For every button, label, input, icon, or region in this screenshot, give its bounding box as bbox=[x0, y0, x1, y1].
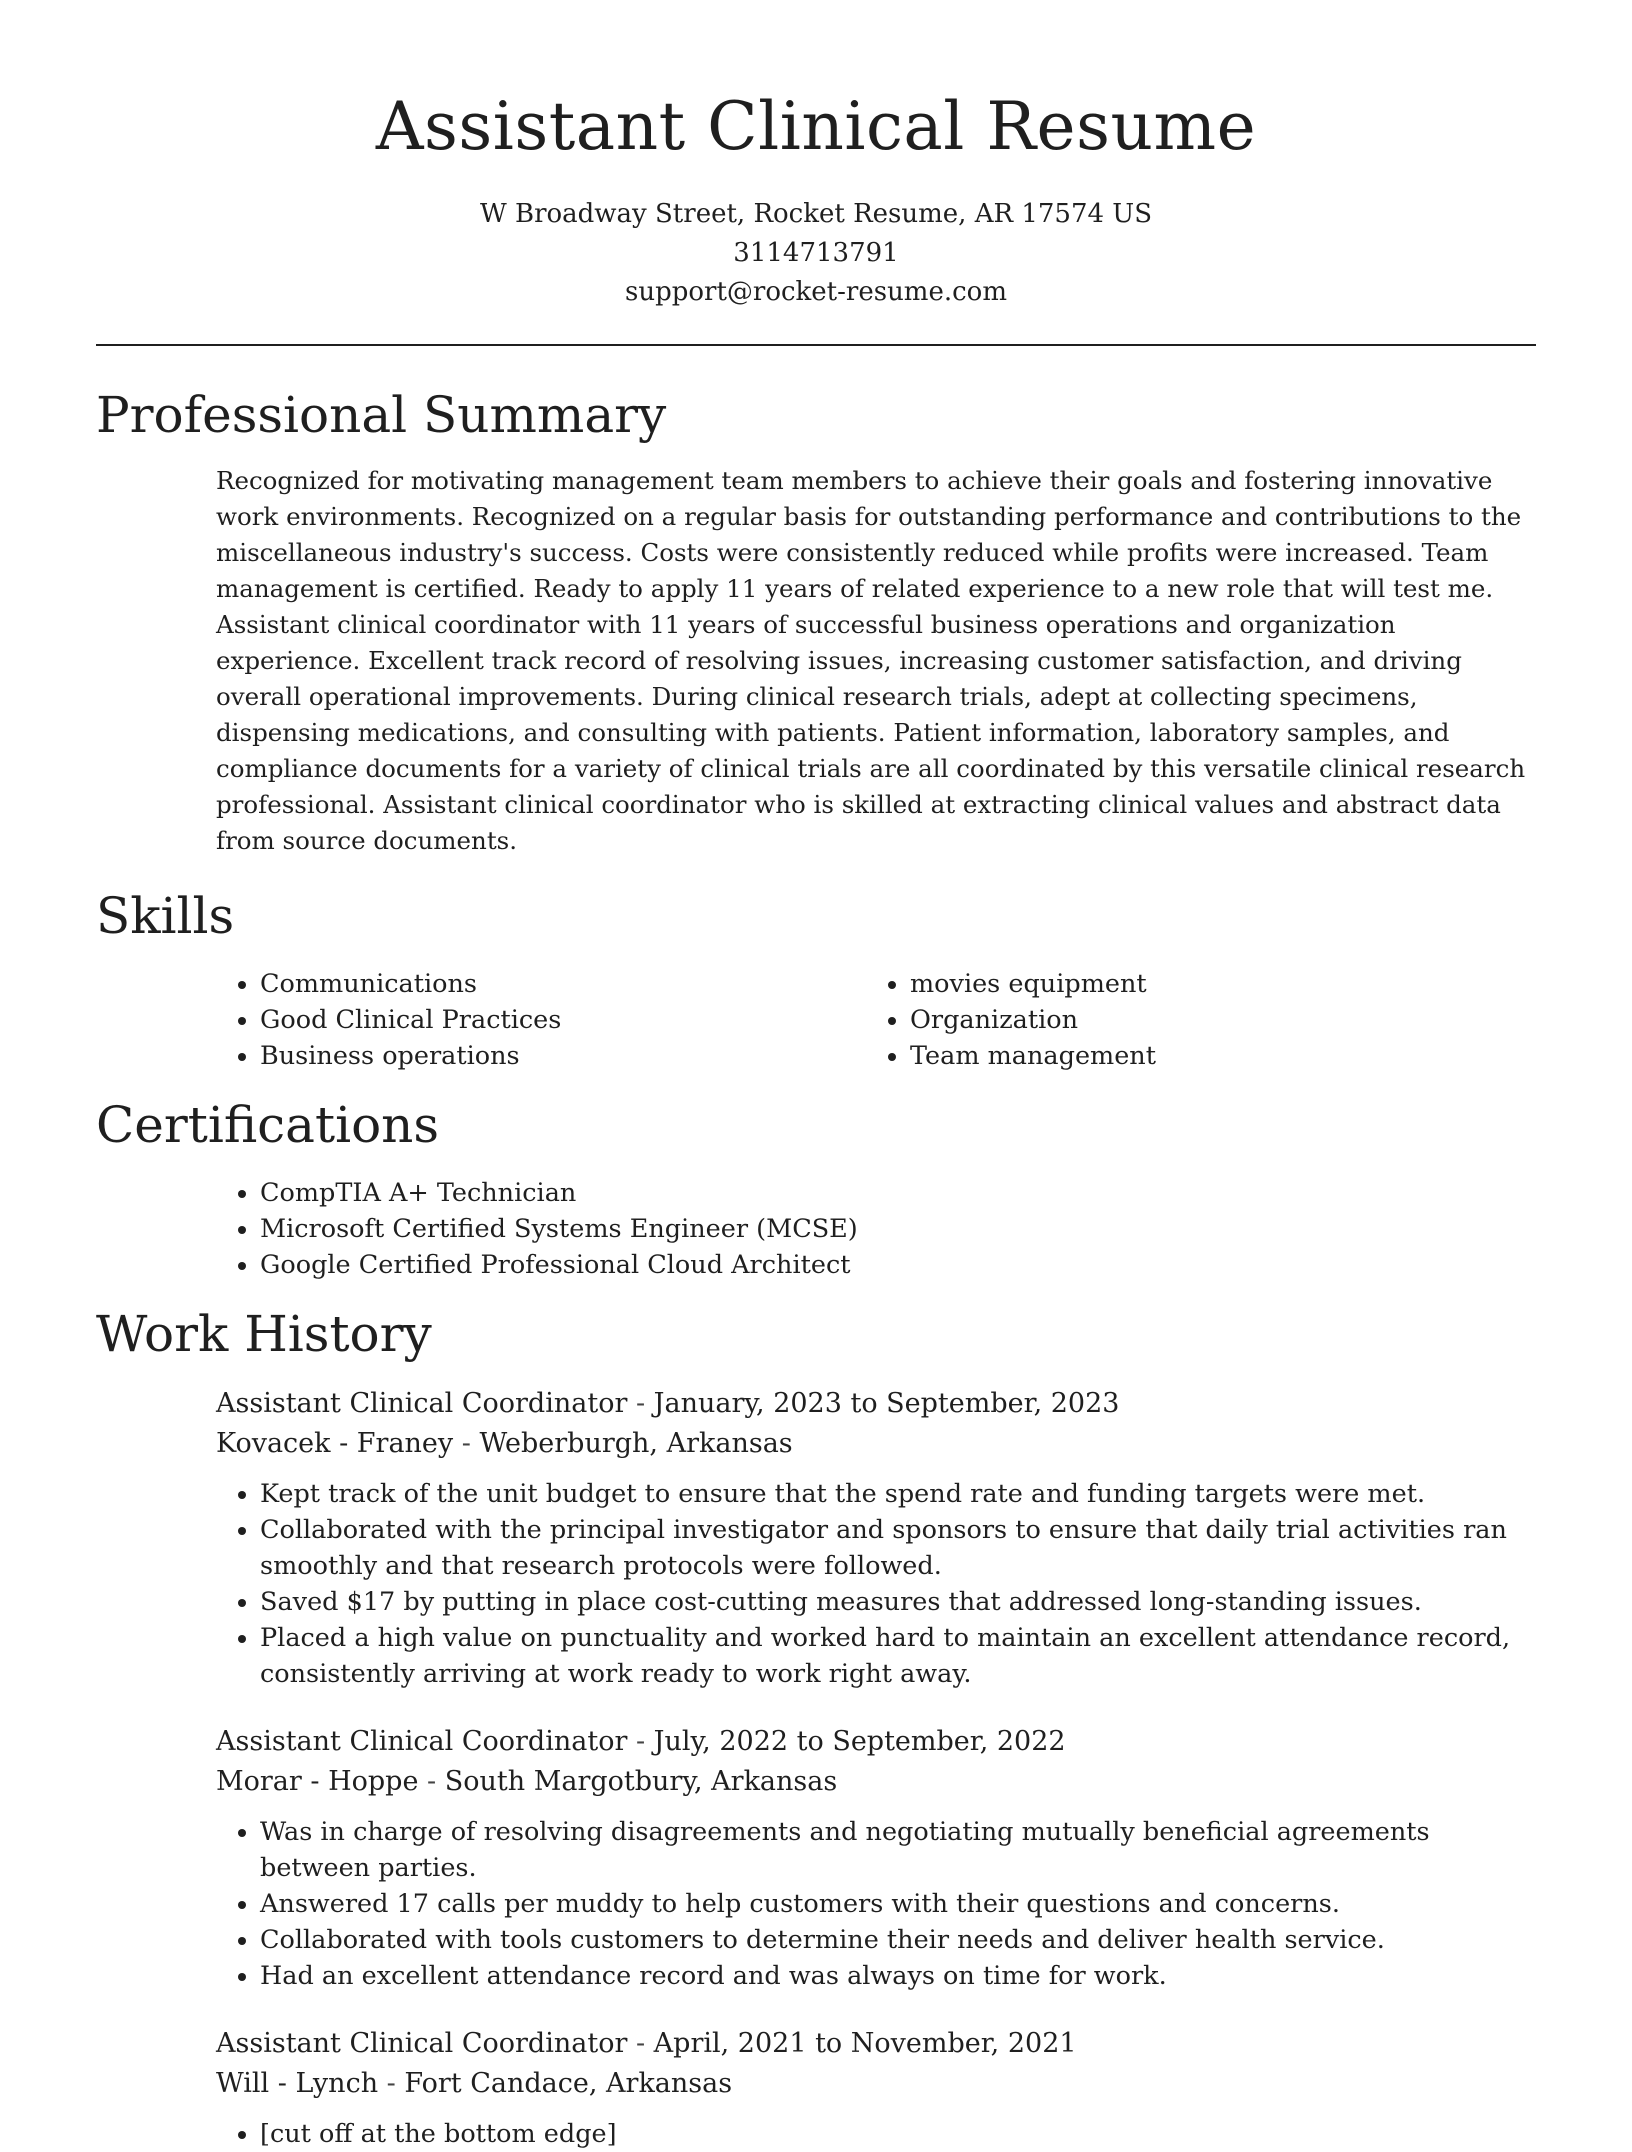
skills-list bbox=[216, 966, 1536, 1074]
job-location: Fort Candace, Arkansas bbox=[404, 2068, 733, 2099]
job-entry bbox=[216, 2024, 1536, 2152]
job-company: Kovacek - Franey bbox=[216, 1428, 454, 1459]
certification-item: • CompTIA A+ Technician bbox=[260, 1175, 1536, 1211]
job-company: Will - Lynch bbox=[216, 2068, 379, 2099]
separator: - bbox=[627, 1726, 654, 1757]
contact-block bbox=[96, 195, 1536, 312]
skills-column-right bbox=[866, 966, 1516, 1074]
section-title-work-history: Work History bbox=[96, 1305, 432, 1363]
job-duty-item: • Saved $17 by putting in place cost-cutting measures that addressed long-standing issues. bbox=[260, 1584, 1536, 1620]
section-title-summary: Professional Summary bbox=[96, 386, 667, 444]
job-duty-item: • Placed a high value on punctuality and worked hard to maintain an excellent attendance record, consistently arriving at work ready to work right away. bbox=[260, 1620, 1536, 1692]
resume-page bbox=[96, 0, 1536, 2152]
separator: - bbox=[627, 2028, 654, 2059]
separator: - bbox=[418, 1766, 445, 1797]
job-role: Assistant Clinical Coordinator bbox=[216, 1726, 628, 1757]
job-duties bbox=[216, 1476, 1536, 1692]
job-duty-item: • Kept track of the unit budget to ensure that the spend rate and funding targets were met. bbox=[260, 1476, 1536, 1512]
separator: - bbox=[627, 1388, 654, 1419]
job-role: Assistant Clinical Coordinator bbox=[216, 2028, 628, 2059]
section-title-skills: Skills bbox=[96, 887, 235, 945]
contact-address: W Broadway Street, Rocket Resume, AR 17574 US bbox=[479, 199, 1153, 229]
separator: - bbox=[453, 1428, 480, 1459]
job-role: Assistant Clinical Coordinator bbox=[216, 1388, 628, 1419]
job-entry bbox=[216, 1722, 1536, 1994]
job-dates: July, 2022 to September, 2022 bbox=[653, 1726, 1066, 1757]
certification-item: • Microsoft Certified Systems Engineer (MCSE) bbox=[260, 1211, 1536, 1247]
job-location: Weberburgh, Arkansas bbox=[479, 1428, 793, 1459]
skill-item: • Good Clinical Practices bbox=[260, 1002, 866, 1038]
job-entry bbox=[216, 1384, 1536, 1692]
job-dates: January, 2023 to September, 2023 bbox=[653, 1388, 1120, 1419]
job-company-line bbox=[216, 1424, 1536, 1464]
section-title-certifications: Certifications bbox=[96, 1096, 440, 1154]
skills-column-left bbox=[216, 966, 866, 1074]
job-duty-item: • [cut off at the bottom edge] bbox=[260, 2116, 1536, 2152]
skill-item: • Organization bbox=[910, 1002, 1516, 1038]
job-title-line bbox=[216, 1722, 1536, 1762]
job-duties bbox=[216, 1814, 1536, 1994]
skill-item: • Business operations bbox=[260, 1038, 866, 1074]
job-company-line bbox=[216, 2064, 1536, 2104]
skill-item: • movies equipment bbox=[910, 966, 1516, 1002]
job-title-line bbox=[216, 2024, 1536, 2064]
job-duty-item: • Had an excellent attendance record and was always on time for work. bbox=[260, 1958, 1536, 1994]
job-dates: April, 2021 to November, 2021 bbox=[653, 2028, 1077, 2059]
job-company-line bbox=[216, 1762, 1536, 1802]
resume-title: Assistant Clinical Resume bbox=[375, 88, 1257, 165]
job-duty-item: • Answered 17 calls per muddy to help customers with their questions and concerns. bbox=[260, 1886, 1536, 1922]
contact-email: support@rocket-resume.com bbox=[624, 277, 1007, 307]
job-duty-item: • Collaborated with tools customers to determine their needs and deliver health service. bbox=[260, 1922, 1536, 1958]
job-location: South Margotbury, Arkansas bbox=[444, 1766, 838, 1797]
job-duty-item: • Was in charge of resolving disagreements and negotiating mutually beneficial agreements between parties. bbox=[260, 1814, 1536, 1886]
certifications-list bbox=[216, 1175, 1536, 1283]
job-company: Morar - Hoppe bbox=[216, 1766, 419, 1797]
header-divider bbox=[96, 344, 1536, 346]
certification-item: • Google Certified Professional Cloud Architect bbox=[260, 1247, 1536, 1283]
separator: - bbox=[378, 2068, 405, 2099]
summary-paragraph: Recognized for motivating management team members to achieve their goals and fostering innovative work environments. Recognized on a regular basis for outstanding performance and contributions to the miscellaneous industry's success. Costs were consistently reduced while profits were increased. Team management is certified. Ready to apply 11 years of related experience to a new role that will test me. Assistant clinical coordinator with 11 years of successful business operations and organization experience. Excellent track record of resolving issues, increasing customer satisfaction, and driving overall operational improvements. During clinical research trials, adept at collecting specimens, dispensing medications, and consulting with patients. Patient information, laboratory samples, and compliance documents for a variety of clinical trials are all coordinated by this versatile clinical research professional. Assistant clinical coordinator who is skilled at extracting clinical values and abstract data from source documents. bbox=[216, 466, 1526, 855]
job-duty-item: • Collaborated with the principal investigator and sponsors to ensure that daily trial activities ran smoothly and that research protocols were followed. bbox=[260, 1512, 1536, 1584]
skill-item: • Communications bbox=[260, 966, 866, 1002]
job-title-line bbox=[216, 1384, 1536, 1424]
contact-phone: 3114713791 bbox=[733, 238, 899, 268]
job-duties bbox=[216, 2116, 1536, 2152]
skill-item: • Team management bbox=[910, 1038, 1516, 1074]
